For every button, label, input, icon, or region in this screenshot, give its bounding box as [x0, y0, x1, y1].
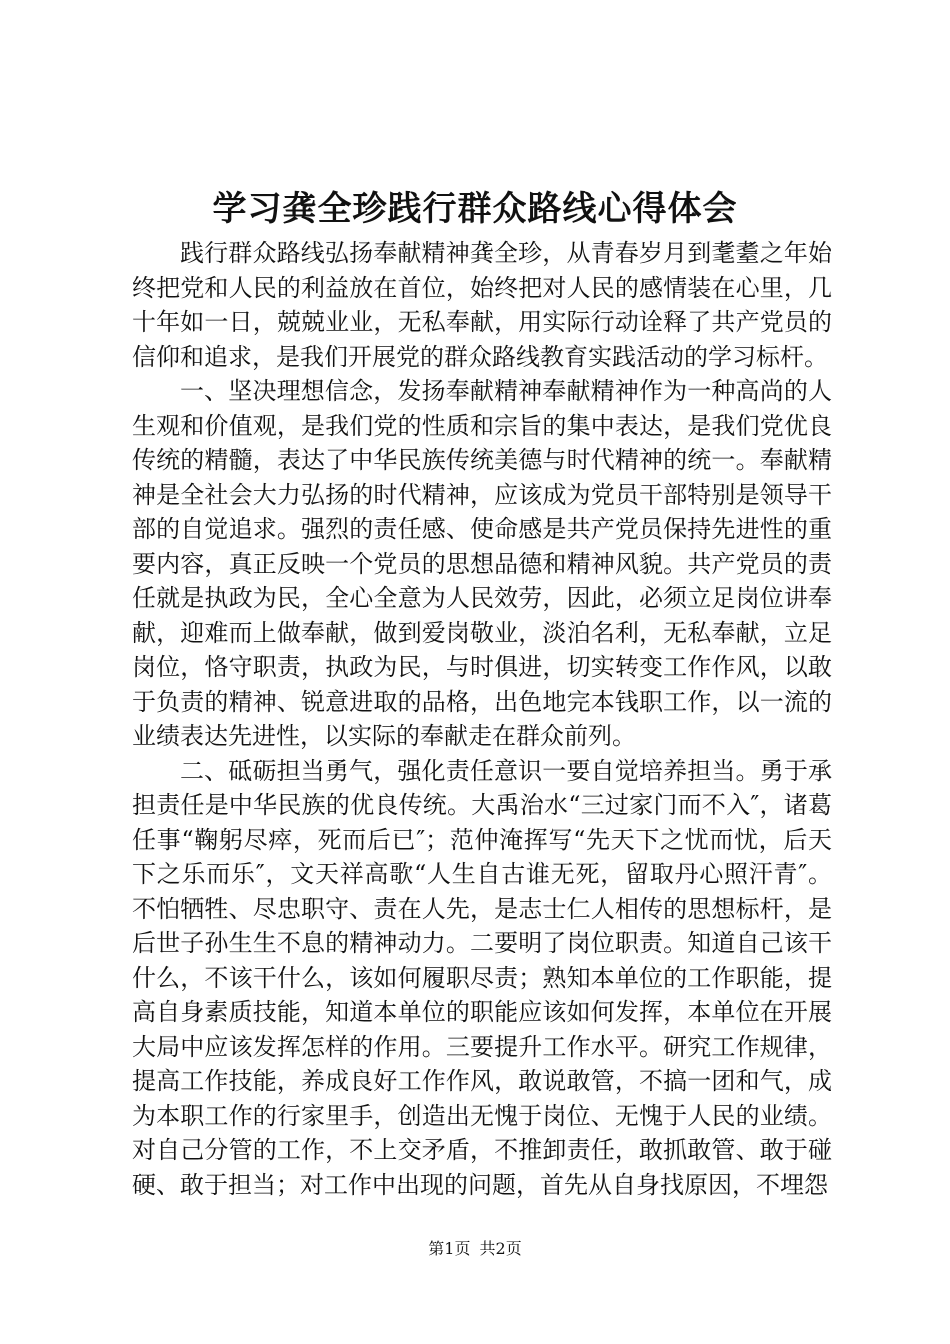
document-title: 学习龚全珍践行群众路线心得体会: [212, 189, 738, 229]
document-body: [132, 236, 832, 1202]
paragraph-section-two: 二、砥砺担当勇气，强化责任意识一要自觉培养担当。勇于承担责任是中华民族的优良传统。大禹治水“三过家门而不入″，诸葛任事“鞠躬尽瘁，死而后已″；范仲淹挥写“先天下之忧而忧，后天下之乐而乐″，文天祥高歌“人生自古谁无死，留取丹心照汗青″。不怕牺牲、尽忠职守、责在人先，是志士仁人相传的思想标杆，是后世子孙生生不息的精神动力。二要明了岗位职责。知道自己该干什么，不该干什么，该如何履职尽责；熟知本单位的工作职能，提高自身素质技能，知道本单位的职能应该如何发挥，本单位在开展大局中应该发挥怎样的作用。三要提升工作水平。研究工作规律，提高工作技能，养成良好工作作风，敢说敢管，不搞一团和气，成为本职工作的行家里手，创造出无愧于岗位、无愧于人民的业绩。对自己分管的工作，不上交矛盾，不推卸责任，敢抓敢管、敢于碰硬、敢于担当；对工作中出现的问题，首先从自身找原因，不埋怨: [132, 756, 832, 1199]
page-total: 共2页: [479, 1239, 522, 1258]
paragraph-intro: 践行群众路线弘扬奉献精神龚全珍，从青春岁月到耄耋之年始终把党和人民的利益放在首位，始终把对人民的感情装在心里，几十年如一日，兢兢业业，无私奉献，用实际行动诠释了共产党员的信仰和追求，是我们开展党的群众路线教育实践活动的学习标杆。: [132, 239, 832, 371]
page-number: 第1页: [428, 1239, 471, 1258]
paragraph-section-one: 一、坚决理想信念，发扬奉献精神奉献精神作为一种高尚的人生观和价值观，是我们党的性质和宗旨的集中表达，是我们党优良传统的精髓，表达了中华民族传统美德与时代精神的统一。奉献精神是全社会大力弘扬的时代精神，应该成为党员干部特别是领导干部的自觉追求。强烈的责任感、使命感是共产党员保持先进性的重要内容，真正反映一个党员的思想品德和精神风貌。共产党员的责任就是执政为民，全心全意为人民效劳，因此，必须立足岗位讲奉献，迎难而上做奉献，做到爱岗敬业，淡泊名利，无私奉献，立足岗位，恪守职责，执政为民，与时俱进，切实转变工作作风，以敢于负责的精神、锐意进取的品格，出色地完本钱职工作，以一流的业绩表达先进性，以实际的奉献走在群众前列。: [132, 377, 832, 750]
page-footer: [0, 1238, 950, 1260]
